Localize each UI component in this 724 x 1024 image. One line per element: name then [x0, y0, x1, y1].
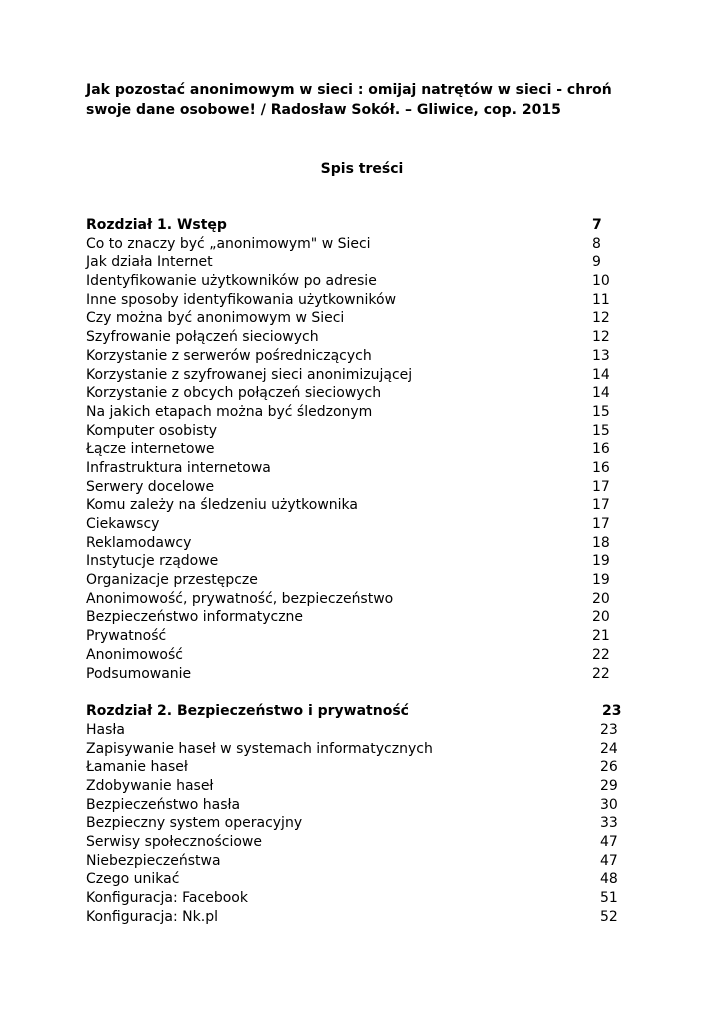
toc-entry-page-number: 16	[592, 441, 610, 458]
toc-entry-page-number: 20	[592, 609, 610, 626]
chapter-heading-row	[86, 216, 622, 235]
toc-entry-row	[86, 852, 622, 871]
chapter-title: Rozdział 1. Wstęp	[86, 217, 227, 233]
toc-entry-label: Na jakich etapach można być śledzonym	[86, 403, 373, 420]
toc-entry-page-number: 17	[592, 516, 610, 532]
toc-entry-label: Szyfrowanie połączeń sieciowych	[86, 329, 319, 346]
toc-entry-label: Korzystanie z obcych połączeń sieciowych	[86, 385, 382, 402]
toc-entry-page-number: 14	[592, 366, 610, 383]
toc-entry-row	[86, 534, 622, 553]
chapter-page-number: 7	[592, 217, 602, 233]
toc-entry-label: Komu zależy na śledzeniu użytkownika	[86, 497, 358, 514]
toc-entry-row	[86, 758, 622, 777]
chapter-section	[86, 216, 622, 683]
toc-entry-page-number: 26	[600, 759, 618, 776]
toc-entry-row	[86, 478, 622, 497]
toc-entry-row	[86, 422, 622, 441]
toc-entry-page-number: 15	[592, 422, 610, 439]
toc-entry-label: Anonimowość	[86, 646, 183, 663]
toc-entry-label: Ciekawscy	[86, 516, 160, 532]
toc-entry-page-number: 20	[592, 590, 610, 607]
toc-entry-label: Korzystanie z szyfrowanej sieci anonimizującej	[86, 366, 413, 383]
toc-entry-page-number: 10	[592, 273, 610, 290]
toc-entry-row	[86, 889, 622, 908]
document-title-line-1: Jak pozostać anonimowym w sieci : omijaj natrętów w sieci - chroń	[86, 82, 612, 98]
toc-entry-page-number: 8	[592, 235, 601, 252]
toc-entry-row	[86, 646, 622, 665]
toc-entry-page-number: 48	[600, 871, 618, 888]
toc-entry-label: Jak działa Internet	[86, 254, 213, 271]
toc-entry-label: Serwisy społecznościowe	[86, 834, 262, 850]
toc-entry-label: Bezpieczeństwo informatyczne	[86, 609, 304, 626]
toc-entry-label: Co to znaczy być „anonimowym" w Sieci	[86, 235, 371, 252]
toc-entry-row	[86, 366, 622, 385]
toc-entry-label: Bezpieczeństwo hasła	[86, 796, 241, 813]
toc-entry-label: Niebezpieczeństwa	[86, 852, 221, 869]
toc-entry-label: Czy można być anonimowym w Sieci	[86, 310, 345, 327]
toc-entry-page-number: 9	[592, 254, 601, 271]
toc-entry-row	[86, 908, 622, 927]
toc-entry-label: Konfiguracja: Nk.pl	[86, 908, 218, 925]
toc-entry-page-number: 15	[592, 403, 610, 420]
toc-entry-row	[86, 309, 622, 328]
chapter-heading-row	[86, 702, 622, 721]
toc-entry-row	[86, 384, 622, 403]
toc-entry-label: Organizacje przestępcze	[86, 572, 258, 589]
toc-entry-page-number: 12	[592, 310, 610, 327]
toc-entry-label: Bezpieczny system operacyjny	[86, 815, 303, 832]
toc-entry-page-number: 16	[592, 459, 610, 476]
toc-entry-page-number: 24	[600, 740, 618, 757]
toc-entry-row	[86, 552, 622, 571]
chapter-title: Rozdział 2. Bezpieczeństwo i prywatność	[86, 703, 409, 720]
toc-entry-row	[86, 403, 622, 422]
toc-entry-row	[86, 627, 622, 646]
table-of-contents	[86, 216, 622, 926]
toc-entry-page-number: 23	[600, 721, 618, 738]
toc-entry-label: Instytucje rządowe	[86, 553, 219, 570]
toc-entry-row	[86, 496, 622, 515]
toc-entry-row	[86, 291, 622, 310]
chapter-section	[86, 702, 622, 926]
toc-entry-page-number: 19	[592, 553, 610, 570]
toc-entry-label: Reklamodawcy	[86, 534, 192, 551]
toc-entry-row	[86, 571, 622, 590]
toc-entry-label: Hasła	[86, 721, 125, 738]
toc-entry-row	[86, 740, 622, 759]
toc-entry-page-number: 22	[592, 665, 610, 682]
chapter-page-number: 23	[602, 703, 622, 720]
toc-entry-row	[86, 590, 622, 609]
toc-entry-page-number: 17	[592, 497, 610, 514]
toc-entry-label: Prywatność	[86, 628, 167, 645]
toc-entry-row	[86, 235, 622, 254]
toc-entry-page-number: 17	[592, 478, 610, 495]
toc-entry-row	[86, 870, 622, 889]
toc-entry-page-number: 14	[592, 385, 610, 402]
toc-entry-row	[86, 721, 622, 740]
toc-entry-page-number: 33	[600, 815, 618, 832]
toc-entry-row	[86, 814, 622, 833]
toc-entry-page-number: 12	[592, 329, 610, 346]
toc-entry-label: Korzystanie z serwerów pośredniczących	[86, 347, 372, 364]
toc-entry-row	[86, 272, 622, 291]
toc-entry-label: Zdobywanie haseł	[86, 777, 214, 794]
toc-entry-label: Komputer osobisty	[86, 422, 218, 439]
toc-entry-label: Zapisywanie haseł w systemach informatycznych	[86, 740, 433, 757]
toc-entry-row	[86, 253, 622, 272]
toc-entry-row	[86, 796, 622, 815]
chapters-container	[86, 216, 622, 926]
toc-entry-label: Identyfikowanie użytkowników po adresie	[86, 273, 377, 290]
toc-entry-page-number: 22	[592, 646, 610, 663]
toc-entry-page-number: 19	[592, 572, 610, 589]
toc-entry-page-number: 47	[600, 834, 618, 850]
toc-entry-row	[86, 665, 622, 684]
toc-entry-row	[86, 515, 622, 534]
toc-entry-row	[86, 833, 622, 852]
toc-entry-row	[86, 328, 622, 347]
toc-entry-row	[86, 440, 622, 459]
toc-entry-page-number: 29	[600, 777, 618, 794]
document-title-line-2: swoje dane osobowe! / Radosław Sokół. – Gliwice, cop. 2015	[86, 102, 561, 118]
toc-entry-row	[86, 347, 622, 366]
toc-entry-row	[86, 608, 622, 627]
toc-entry-page-number: 51	[600, 890, 618, 907]
toc-entry-row	[86, 777, 622, 796]
toc-entry-label: Podsumowanie	[86, 665, 192, 682]
toc-entry-label: Konfiguracja: Facebook	[86, 890, 248, 907]
toc-entry-page-number: 52	[600, 908, 618, 925]
toc-entry-page-number: 18	[592, 534, 610, 551]
toc-entry-page-number: 30	[600, 796, 618, 813]
toc-entry-page-number: 47	[600, 852, 618, 869]
toc-entry-label: Łącze internetowe	[86, 441, 215, 458]
toc-entry-label: Inne sposoby identyfikowania użytkowników	[86, 291, 397, 308]
document-title	[86, 80, 626, 120]
toc-entry-label: Serwery docelowe	[86, 478, 215, 495]
toc-entry-row	[86, 459, 622, 478]
toc-entry-page-number: 21	[592, 628, 610, 645]
toc-entry-label: Czego unikać	[86, 871, 180, 888]
toc-heading: Spis treści	[320, 161, 404, 177]
toc-entry-label: Infrastruktura internetowa	[86, 459, 271, 476]
toc-entry-page-number: 13	[592, 347, 610, 364]
toc-entry-label: Łamanie haseł	[86, 759, 188, 776]
toc-entry-label: Anonimowość, prywatność, bezpieczeństwo	[86, 590, 394, 607]
toc-entry-page-number: 11	[592, 291, 610, 308]
